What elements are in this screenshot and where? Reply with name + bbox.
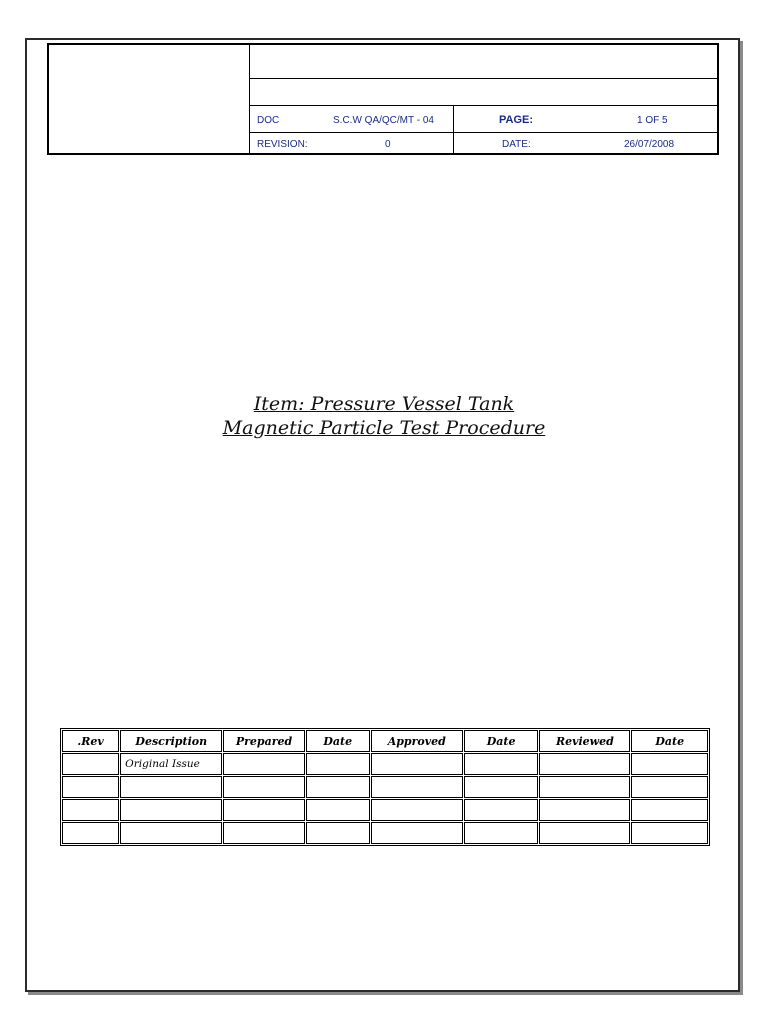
document-title [0, 392, 768, 440]
table-cell [371, 753, 463, 775]
table-cell [371, 799, 463, 821]
table-cell [539, 799, 630, 821]
table-cell [62, 776, 119, 798]
col-header-date: Date [306, 730, 370, 752]
table-cell [120, 799, 222, 821]
col-header-description: Description [120, 730, 222, 752]
table-cell [223, 776, 304, 798]
col-header-reviewed: Reviewed [539, 730, 630, 752]
table-cell [306, 753, 370, 775]
header-divider-2 [249, 105, 717, 106]
table-cell [371, 776, 463, 798]
table-cell [223, 822, 304, 844]
table-cell [631, 799, 708, 821]
table-cell [464, 776, 539, 798]
table-cell [539, 776, 630, 798]
revision-table [60, 728, 710, 846]
revision-table-header-row [62, 730, 708, 752]
table-cell [62, 799, 119, 821]
table-row [62, 776, 708, 798]
table-row [62, 753, 708, 775]
col-header-date: Date [464, 730, 539, 752]
col-header-prepared: Prepared [223, 730, 304, 752]
header-vertical-divider [453, 105, 454, 153]
col-header-date: Date [631, 730, 708, 752]
table-cell: Original Issue [120, 753, 222, 775]
header-divider-1 [249, 78, 717, 79]
table-cell [464, 822, 539, 844]
revision-value: 0 [385, 139, 391, 150]
table-cell [306, 799, 370, 821]
doc-label: DOC [257, 115, 280, 126]
table-cell [120, 822, 222, 844]
logo-cell [49, 45, 250, 153]
title-line-1: Item: Pressure Vessel Tank [253, 393, 515, 415]
table-cell [371, 822, 463, 844]
table-row [62, 799, 708, 821]
page-frame [25, 38, 740, 992]
table-cell [223, 799, 304, 821]
table-cell [464, 799, 539, 821]
table-cell [120, 776, 222, 798]
col-header-rev: .Rev [62, 730, 119, 752]
table-cell [631, 776, 708, 798]
page-label: PAGE: [499, 114, 534, 126]
document-header-block [47, 43, 719, 155]
date-label: DATE: [502, 139, 531, 150]
table-cell [306, 822, 370, 844]
table-cell [306, 776, 370, 798]
title-line-2: Magnetic Particle Test Procedure [222, 417, 546, 439]
table-row [62, 822, 708, 844]
table-cell [631, 822, 708, 844]
revision-label: REVISION: [257, 139, 308, 150]
doc-number: S.C.W QA/QC/MT - 04 [333, 115, 434, 126]
table-cell [464, 753, 539, 775]
table-cell [539, 822, 630, 844]
table-cell [631, 753, 708, 775]
table-cell [62, 822, 119, 844]
table-cell [223, 753, 304, 775]
table-cell [539, 753, 630, 775]
header-divider-3 [249, 132, 717, 133]
date-value: 26/07/2008 [624, 139, 675, 150]
col-header-approved: Approved [371, 730, 463, 752]
table-cell [62, 753, 119, 775]
page-value: 1 OF 5 [637, 115, 668, 126]
